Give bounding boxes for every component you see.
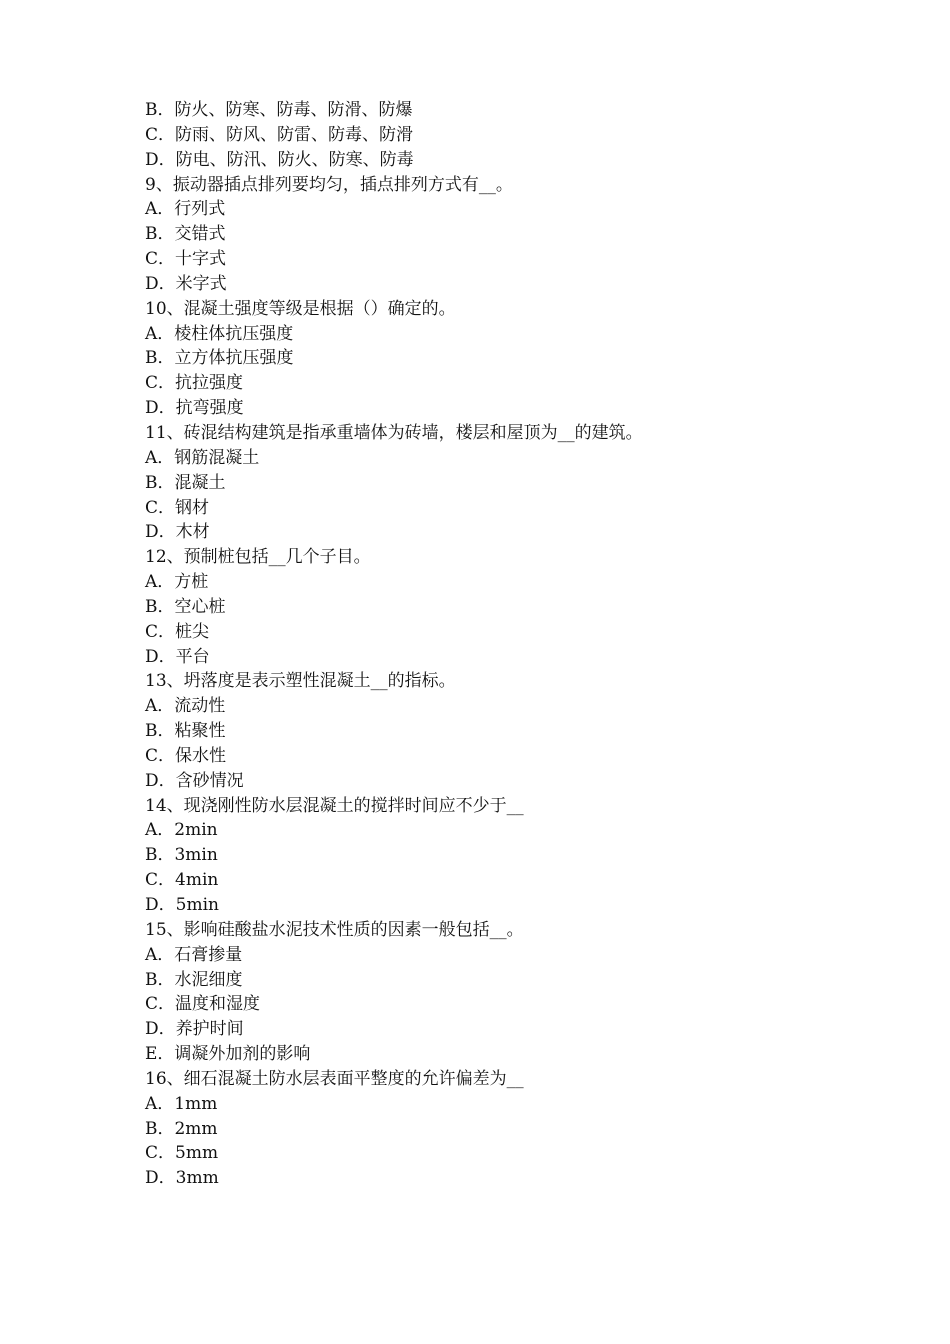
option-line: C．桩尖 [145, 621, 210, 642]
question-line: 15、影响硅酸盐水泥技术性质的因素一般包括__。 [145, 919, 524, 940]
option-line: D．抗弯强度 [145, 398, 244, 419]
option-line: B．空心桩 [145, 596, 226, 617]
option-line: D．平台 [145, 646, 210, 667]
option-line: C．保水性 [145, 745, 227, 766]
option-line: A．钢筋混凝土 [145, 447, 260, 468]
option-line: B．防火、防寒、防毒、防滑、防爆 [145, 100, 413, 120]
option-line: A．石膏掺量 [145, 944, 243, 965]
question-line: 13、坍落度是表示塑性混凝土__的指标。 [145, 671, 456, 692]
document-content [145, 98, 845, 1191]
option-line: A．1mm [145, 1093, 218, 1114]
option-line: C．钢材 [145, 497, 210, 518]
option-line: D．养护时间 [145, 1019, 244, 1040]
option-line: A．棱柱体抗压强度 [145, 323, 294, 344]
option-line: C．5mm [145, 1143, 219, 1164]
option-line: C．4min [145, 870, 219, 891]
question-line: 14、现浇刚性防水层混凝土的搅拌时间应不少于__ [145, 795, 524, 816]
option-line: D．含砂情况 [145, 770, 244, 791]
option-line: D．5min [145, 895, 219, 915]
option-line: A．2min [145, 820, 218, 841]
option-line: D．米字式 [145, 273, 227, 294]
question-line: 9、振动器插点排列要均匀，插点排列方式有__。 [145, 174, 513, 195]
option-line: D．防电、防汛、防火、防寒、防毒 [145, 149, 414, 170]
option-line: D．3mm [145, 1168, 219, 1189]
option-line: A．方桩 [145, 572, 209, 593]
option-line: A．行列式 [145, 199, 226, 220]
option-line: D．木材 [145, 522, 210, 543]
question-line: 16、细石混凝土防水层表面平整度的允许偏差为__ [145, 1068, 524, 1089]
option-line: B．立方体抗压强度 [145, 348, 294, 369]
option-line: C．防雨、防风、防雷、防毒、防滑 [145, 124, 414, 145]
option-line: A．流动性 [145, 696, 226, 717]
option-line: B．交错式 [145, 224, 226, 245]
question-line: 11、砖混结构建筑是指承重墙体为砖墙，楼层和屋顶为__的建筑。 [145, 422, 643, 443]
question-line: 10、混凝土强度等级是根据（）确定的。 [145, 298, 456, 319]
option-line: C．温度和湿度 [145, 994, 261, 1015]
option-line: C．十字式 [145, 249, 227, 270]
question-line: 12、预制桩包括__几个子目。 [145, 547, 371, 568]
option-line: E．调凝外加剂的影响 [145, 1044, 311, 1065]
option-line: B．2mm [145, 1118, 218, 1139]
option-line: C．抗拉强度 [145, 373, 244, 394]
option-line: B．水泥细度 [145, 969, 243, 990]
option-line: B．混凝土 [145, 472, 226, 493]
option-line: B．3min [145, 845, 218, 866]
option-line: B．粘聚性 [145, 721, 226, 742]
